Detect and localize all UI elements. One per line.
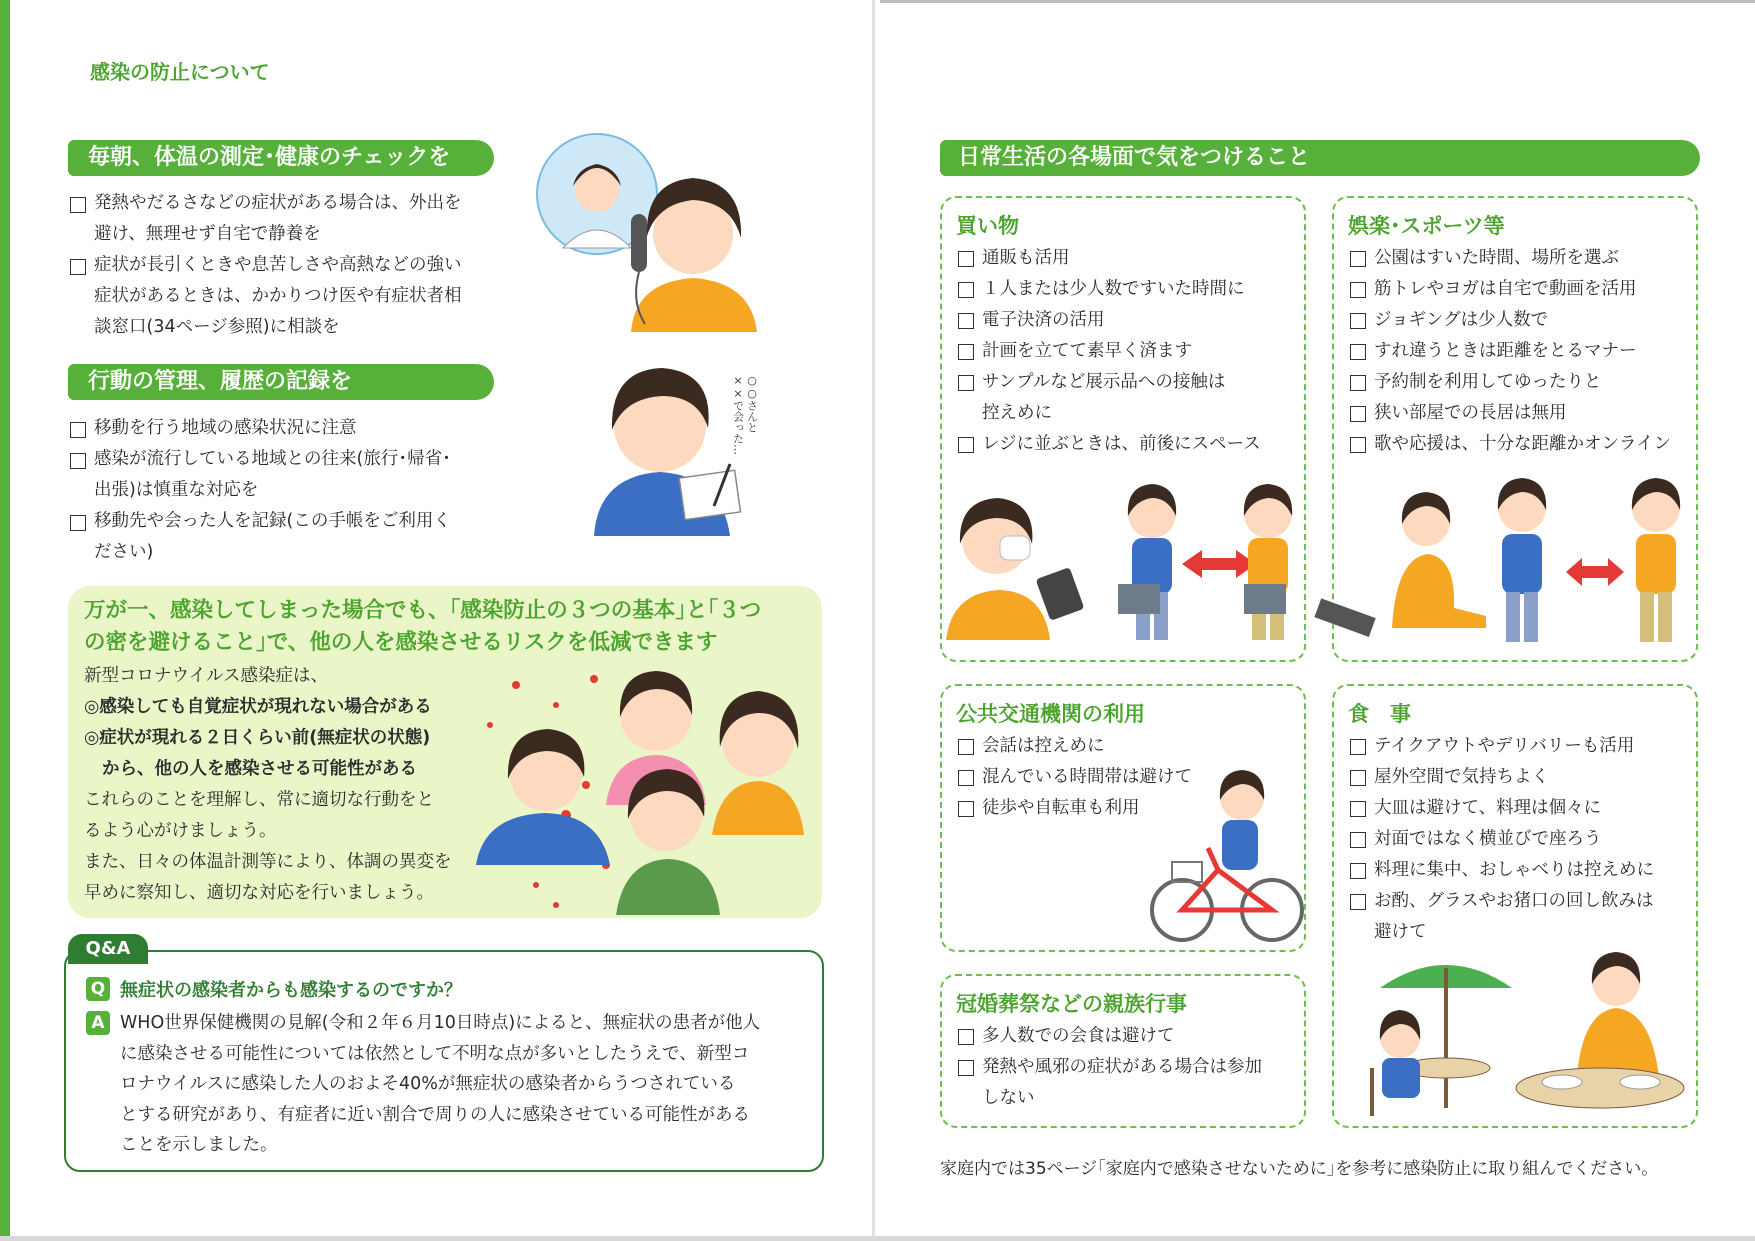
exercise-illustration	[1316, 478, 1694, 654]
checklist-item[interactable]	[1348, 762, 1696, 793]
checklist-item[interactable]	[1348, 429, 1696, 460]
leisure-list	[1348, 243, 1696, 460]
checklist-item-line: 避け、無理せず自宅で静養を	[94, 224, 321, 244]
shopping-list	[956, 243, 1304, 460]
checklist-item-line: 会話は控えめに	[982, 736, 1105, 756]
checklist-item-line: サンプルなど展示品への接触は	[982, 372, 1226, 392]
checklist-item-line: 屋外空間で気持ちよく	[1374, 767, 1549, 787]
checklist-item-line: 計画を立てて素早く済ます	[982, 341, 1192, 361]
checklist-item-line: １人または少人数ですいた時間に	[982, 279, 1245, 299]
checklist-item[interactable]	[1348, 855, 1696, 886]
checklist-item-line: ださい)	[94, 542, 154, 562]
leisure-title: 娯楽･スポーツ等	[1348, 214, 1505, 238]
highlight-heading-line: の密を避けること｣で、他の人を感染させるリスクを低減できます	[84, 630, 718, 655]
checklist-item[interactable]	[1348, 398, 1696, 429]
checklist-item-line: 混んでいる時間帯は避けて	[982, 767, 1192, 787]
highlight-point: ◎症状が現れる２日くらい前(無症状の状態)	[84, 728, 431, 748]
checklist-item[interactable]	[956, 274, 1304, 305]
checklist-item[interactable]	[68, 188, 508, 250]
checklist-item-line: 電子決済の活用	[982, 310, 1105, 330]
page-top-rule	[880, 0, 1755, 3]
highlight-text: 新型コロナウイルス感染症は、	[84, 666, 328, 686]
checklist-item-line: 発熱や風邪の症状がある場合は参加	[982, 1057, 1262, 1077]
page-edge-green-bar	[0, 0, 10, 1241]
checklist-item[interactable]	[956, 731, 1256, 762]
checklist-item-line: 狭い部屋での長居は無用	[1374, 403, 1567, 423]
highlight-text: これらのことを理解し、常に適切な行動をと	[84, 790, 434, 810]
checklist-item-line: 通販も活用	[982, 248, 1070, 268]
checklist-item[interactable]	[956, 1021, 1296, 1052]
checklist-item-line: すれ違うときは距離をとるマナー	[1374, 341, 1637, 361]
checklist-item-line: 症状が長引くときや息苦しさや高熱などの強い	[94, 255, 462, 275]
checklist-item[interactable]	[68, 506, 508, 568]
ceremony-list	[956, 1021, 1296, 1114]
checklist-item[interactable]	[1348, 274, 1696, 305]
highlight-heading-line: 万が一、感染してしまった場合でも、｢感染防止の３つの基本｣と｢３つ	[84, 598, 762, 623]
qa-answer-badge: A	[86, 1011, 110, 1035]
meals-list	[1348, 731, 1696, 948]
checklist-item[interactable]	[68, 250, 508, 343]
page-gutter	[872, 0, 875, 1241]
checklist-item-line: ジョギングは少人数で	[1374, 310, 1549, 330]
daily-life-header: 日常生活の各場面で気をつけること	[940, 140, 1700, 176]
checklist-item-line: 公園はすいた時間、場所を選ぶ	[1374, 248, 1619, 268]
qa-answer-line: とする研究があり、有症者に近い割合で周りの人に感染させている可能性がある	[120, 1104, 750, 1125]
meals-title: 食 事	[1348, 702, 1411, 726]
checklist-item[interactable]	[1348, 824, 1696, 855]
checklist-item-line: 筋トレやヨガは自宅で動画を活用	[1374, 279, 1637, 299]
highlight-heading	[84, 595, 824, 659]
checklist-item[interactable]	[68, 444, 508, 506]
highlight-text: るよう心がけましょう。	[84, 821, 277, 841]
checklist-item-line: 移動を行う地域の感染状況に注意	[94, 418, 357, 438]
highlight-point: から、他の人を感染させる可能性がある	[102, 759, 417, 779]
qa-answer	[120, 1008, 810, 1161]
memo-line: ××で会った…	[731, 374, 745, 455]
highlight-body	[84, 661, 474, 909]
checklist-item[interactable]	[956, 429, 1304, 460]
checklist-item-line: 感染が流行している地域との往来(旅行･帰省･	[94, 449, 451, 469]
checklist-item-line: 症状があるときは、かかりつけ医や有症状者相	[94, 286, 462, 306]
checklist-item-line: 多人数での会食は避けて	[982, 1026, 1175, 1046]
home-prevention-note: 家庭内では35ページ｢家庭内で感染させないために｣を参考に感染防止に取り組んでください。	[940, 1159, 1659, 1179]
health-check-list	[68, 188, 508, 343]
checklist-item[interactable]	[956, 305, 1304, 336]
qa-question-badge: Q	[86, 977, 110, 1001]
page-bottom-rule	[0, 1236, 1755, 1241]
activity-log-list	[68, 413, 508, 568]
checklist-item[interactable]	[956, 243, 1304, 274]
bicycle-illustration	[1152, 770, 1302, 946]
checklist-item-line: しない	[982, 1088, 1035, 1108]
checklist-item-line: お酌、グラスやお猪口の回し飲みは	[1374, 891, 1654, 911]
memo-line: ○○さんと	[745, 374, 759, 433]
qa-tab: Q&A	[68, 934, 148, 964]
checklist-item-line: 避けて	[1374, 922, 1427, 942]
checklist-item[interactable]	[956, 367, 1304, 429]
checklist-item-line: 対面ではなく横並びで座ろう	[1374, 829, 1602, 849]
checklist-item[interactable]	[1348, 336, 1696, 367]
asymptomatic-spread-illustration	[476, 665, 816, 915]
shopping-title: 買い物	[956, 214, 1019, 238]
highlight-point: ◎感染しても自覚症状が現れない場合がある	[84, 697, 432, 717]
qa-answer-line: ことを示しました。	[120, 1135, 278, 1155]
checklist-item-line: 徒歩や自転車も利用	[982, 798, 1140, 818]
checklist-item[interactable]	[1348, 793, 1696, 824]
page-title: 感染の防止について	[90, 60, 270, 84]
highlight-text: また、日々の体温計測等により、体調の異変を	[84, 852, 452, 872]
checklist-item[interactable]	[956, 1052, 1296, 1114]
checklist-item-line: 料理に集中、おしゃべりは控えめに	[1374, 860, 1654, 880]
qa-question: 無症状の感染者からも感染するのですか？	[120, 980, 462, 1001]
section-title-health-check: 毎朝、体温の測定･健康のチェックを	[68, 140, 494, 176]
checklist-item[interactable]	[1348, 305, 1696, 336]
checklist-item-line: 大皿は避けて、料理は個々に	[1374, 798, 1602, 818]
qa-answer-line: ロナウイルスに感染した人のおよそ40%が無症状の感染者からうつされている	[120, 1074, 736, 1094]
checklist-item-line: 予約制を利用してゆったりと	[1374, 372, 1602, 392]
outdoor-dining-illustration	[1350, 948, 1690, 1122]
checklist-item-line: 発熱やだるさなどの症状がある場合は、外出を	[94, 193, 462, 213]
checklist-item[interactable]	[1348, 367, 1696, 398]
note-taking-illustration	[590, 356, 770, 536]
checklist-item-line: 談窓口(34ページ参照)に相談を	[94, 317, 340, 337]
section-title-activity-log: 行動の管理、履歴の記録を	[68, 364, 494, 400]
checklist-item-line: 控えめに	[982, 403, 1052, 423]
checklist-item-line: 歌や応援は、十分な距離かオンライン	[1374, 434, 1671, 454]
checklist-item[interactable]	[1348, 886, 1696, 948]
ceremony-title: 冠婚葬祭などの親族行事	[956, 992, 1187, 1016]
checklist-item[interactable]	[1348, 243, 1696, 274]
phone-consultation-illustration	[535, 132, 765, 332]
shopping-illustration	[946, 480, 1302, 650]
checklist-item-line: テイクアウトやデリバリーも活用	[1374, 736, 1635, 756]
highlight-text: 早めに察知し、適切な対応を行いましょう。	[84, 883, 434, 903]
checklist-item-line: レジに並ぶときは、前後にスペース	[982, 434, 1261, 454]
qa-answer-line: WHO世界保健機関の見解(令和２年６月10日時点)によると、無症状の患者が他人	[120, 1013, 761, 1033]
qa-answer-line: に感染させる可能性については依然として不明な点が多いとしたうえで、新型コ	[120, 1043, 750, 1064]
checklist-item[interactable]	[1348, 731, 1696, 762]
transport-title: 公共交通機関の利用	[956, 702, 1145, 726]
checklist-item-line: 出張)は慎重な対応を	[94, 480, 259, 500]
checklist-item[interactable]	[956, 336, 1304, 367]
checklist-item[interactable]	[68, 413, 508, 444]
checklist-item-line: 移動先や会った人を記録(この手帳をご利用く	[94, 511, 451, 531]
